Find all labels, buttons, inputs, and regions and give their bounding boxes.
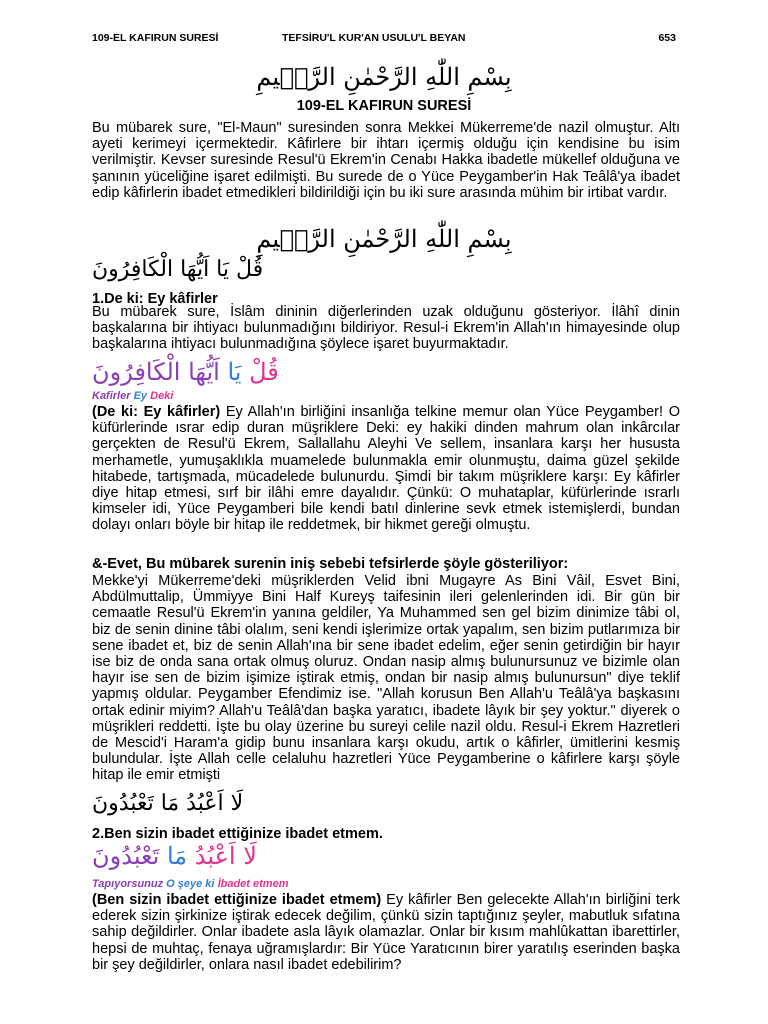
verse2-tafsir-text: Ey kâfirler Ben gelecekte Allah'ın birliğini terk ederek sizin şirkinize iştirak edecek değilim, çünkü sizin taptığınız şeyler, mabutluk sıfatına sahip değildirler. Onlar ibadete asla lâyık olamazlar. Onlar bir kısım mahlûkattan ibarettirler, hepsi de muhtaç, fenaya uğramışlardır: Bir Yüce Yaratıcının birer yaratılış eserinden başka bir şey değildirler, onlara nasıl ibadet edebilirim? bbox=[92, 892, 680, 973]
word-la-abudu: لَا اَعْبُدُ bbox=[194, 842, 257, 870]
surah-title: 109-EL KAFIRUN SURESİ bbox=[296, 98, 472, 114]
verse2-tafsir-bold: (Ben sizin ibadet ettiğinize ibadet etmem) bbox=[92, 892, 382, 908]
word-qul: قُلْ bbox=[249, 358, 279, 386]
meaning-tapiyorsunuz: Tapıyorsunuz bbox=[92, 878, 164, 890]
verse2-heading: 2.Ben sizin ibadet ettiğinize ibadet etmem. bbox=[92, 826, 383, 842]
intro-paragraph: Bu mübarek sure, "El-Maun" suresinden sonra Mekkei Mükerreme'de nazil olmuştur. Altı ayeti kerimeyi içermektedir. Kâfirlere bir ihtarı içermiş olduğu için kendisine bu isim verilmiştir. Kevser suresinde Resul'ü Ekrem'in Cenabı Hakka ibadetle mükellef olduğuna ve şanının yüceliğine işaret edilmişti. Bu surede de o Yüce Peygamber'in Hak Teâlâ'ya ibadet edip kâfirlerin ibadet etmedikleri bildirildiği için bu iki sure arasında mühim bir irtibat vardır. bbox=[92, 120, 680, 201]
verse1-colored-words bbox=[92, 358, 279, 386]
verse1-heading: 1.De ki: Ey kâfirler bbox=[92, 291, 218, 307]
meaning-ey: Ey bbox=[133, 390, 148, 402]
cause-heading: &-Evet, Bu mübarek surenin iniş sebebi tefsirlerde şöyle gösteriliyor: bbox=[92, 556, 569, 572]
verse2-word-meanings bbox=[92, 878, 288, 890]
basmala-top: بِسْمِ اللّٰهِ الرَّحْمٰنِ الرَّح۪يمِ bbox=[256, 63, 512, 91]
header-surah: 109-EL KAFIRUN SURESİ bbox=[92, 32, 219, 44]
meaning-ibadet-etmem: İbadet etmem bbox=[217, 878, 289, 890]
word-kafirun: اَيُّهَا الْكَافِرُونَ bbox=[92, 358, 220, 386]
word-tabudun: تَعْبُدُونَ bbox=[92, 842, 160, 870]
cause-paragraph: Mekke'yi Mükerreme'deki müşriklerden Velid ibni Mugayre As Bini Vâil, Esvet Bini, Abdülmuttalip, Ümmiyye Bini Half Kureyş taifesinin ileri gelenlerinden idi. Bir gün bir cemaatle Resul'ü Ekrem'in yanına geldiler, Ya Muhammed sen gel bizim dinimize tâbi ol, biz de senin dinine tâbi olalım, seni kendi işlerimize ortak yapalım, sen bizim putlarımıza bir sene ibadet et, biz de senin Allah'ına bir sene ibadet edelim, eğer senin getirdiğin bir hayır ise biz de onda sana ortak olmuş oluruz. Ondan nasip almış bulunursunuz ve bizimle olan hayır ise sen de bizim işimize iştirak etmiş, ondan bir nasip almış bulunursun" diye teklif yapmış oldular. Peygamber Efendimiz ise. "Allah korusun Ben Allah'u Teâlâ'ya başkasını ortak edinir miyim? Allah'u Teâlâ'dan başka yaratıcı, ibadete lâyık bir şey yoktur." diyerek o müşrikleri reddetti. İşte bu olay üzerine bu sureyi celile nazil oldu. Resul-i Ekrem Hazretleri de Mescid'i Haram'a gidip bunu insanlara karşı okudu, artık o kâfirler, ümitlerini kesmiş bulundular. İşte Allah celle celaluhu hazretleri Yüce Peygamberine o kâfirlere karşı şöyle hitap ile emir etmişti bbox=[92, 573, 680, 784]
meaning-kafirler: Kafirler bbox=[92, 390, 131, 402]
running-header bbox=[92, 32, 676, 46]
verse2-colored-words bbox=[92, 842, 257, 870]
verse1-tafsir-text: Ey Allah'ın birliğini insanlığa telkine memur olan Yüce Peygamber! O küfürlerinde ısrar edip duran müşriklere Deki: ey hakiki dinden mahrum olan inkârcılar gerçekten de Resul'ü Ekrem, Sallallahu Aleyhi Ve sellem, insanlara karşı her hususta merhametle, yumuşaklıkla muamelede bulunmakla emir olunmuştu, daima güzel şekilde hitabede, tartışmada, mücadelede bulunurdu. Şimdi bir takım müşriklere karşı: Ey kâfirler diye hitap etmesi, sırf bir ilâhi emre dayalıdır. Çünkü: O muhataplar, küfürlerinde ısrarlı kimseler idi, Yüce Peygamberi bile kendi batıl dinlerine sevk etmek istemişlerdi, bundan dolayı onları böyle bir hitap ile reddetmek, bir hikmet gereği olmuştu. bbox=[92, 404, 680, 534]
verse1-arabic: قُلْ يَا اَيُّهَا الْكَافِرُونَ bbox=[92, 257, 264, 282]
basmala-second: بِسْمِ اللّٰهِ الرَّحْمٰنِ الرَّح۪يمِ bbox=[256, 225, 512, 253]
meaning-deki: Deki bbox=[150, 390, 174, 402]
header-book-title: TEFSİRU'L KUR'AN USULU'L BEYAN bbox=[282, 32, 466, 44]
verse2-tafsir bbox=[92, 892, 680, 973]
word-ma: مَا bbox=[166, 842, 188, 870]
page-number: 653 bbox=[658, 32, 676, 44]
verse2-arabic: لَا اَعْبُدُ مَا تَعْبُدُونَ bbox=[92, 791, 244, 816]
verse1-tafsir-bold: (De ki: Ey kâfirler) bbox=[92, 404, 221, 420]
verse1-commentary: Bu mübarek sure, İslâm dininin diğerlerinden uzak olduğunu gösteriyor. İlâhî dinin başkalarına bir ihtiyacı bulunmadığını bildiriyor. Resul-i Ekrem'in Allah'ın himayesinde olup başkalarına ihtiyacı bulunmadığına şöylece işaret buyurmaktadır. bbox=[92, 304, 680, 353]
word-ya: يَا bbox=[227, 358, 242, 386]
verse1-word-meanings bbox=[92, 390, 173, 402]
meaning-o-seye-ki: O şeye ki bbox=[166, 878, 215, 890]
verse1-tafsir bbox=[92, 404, 680, 534]
